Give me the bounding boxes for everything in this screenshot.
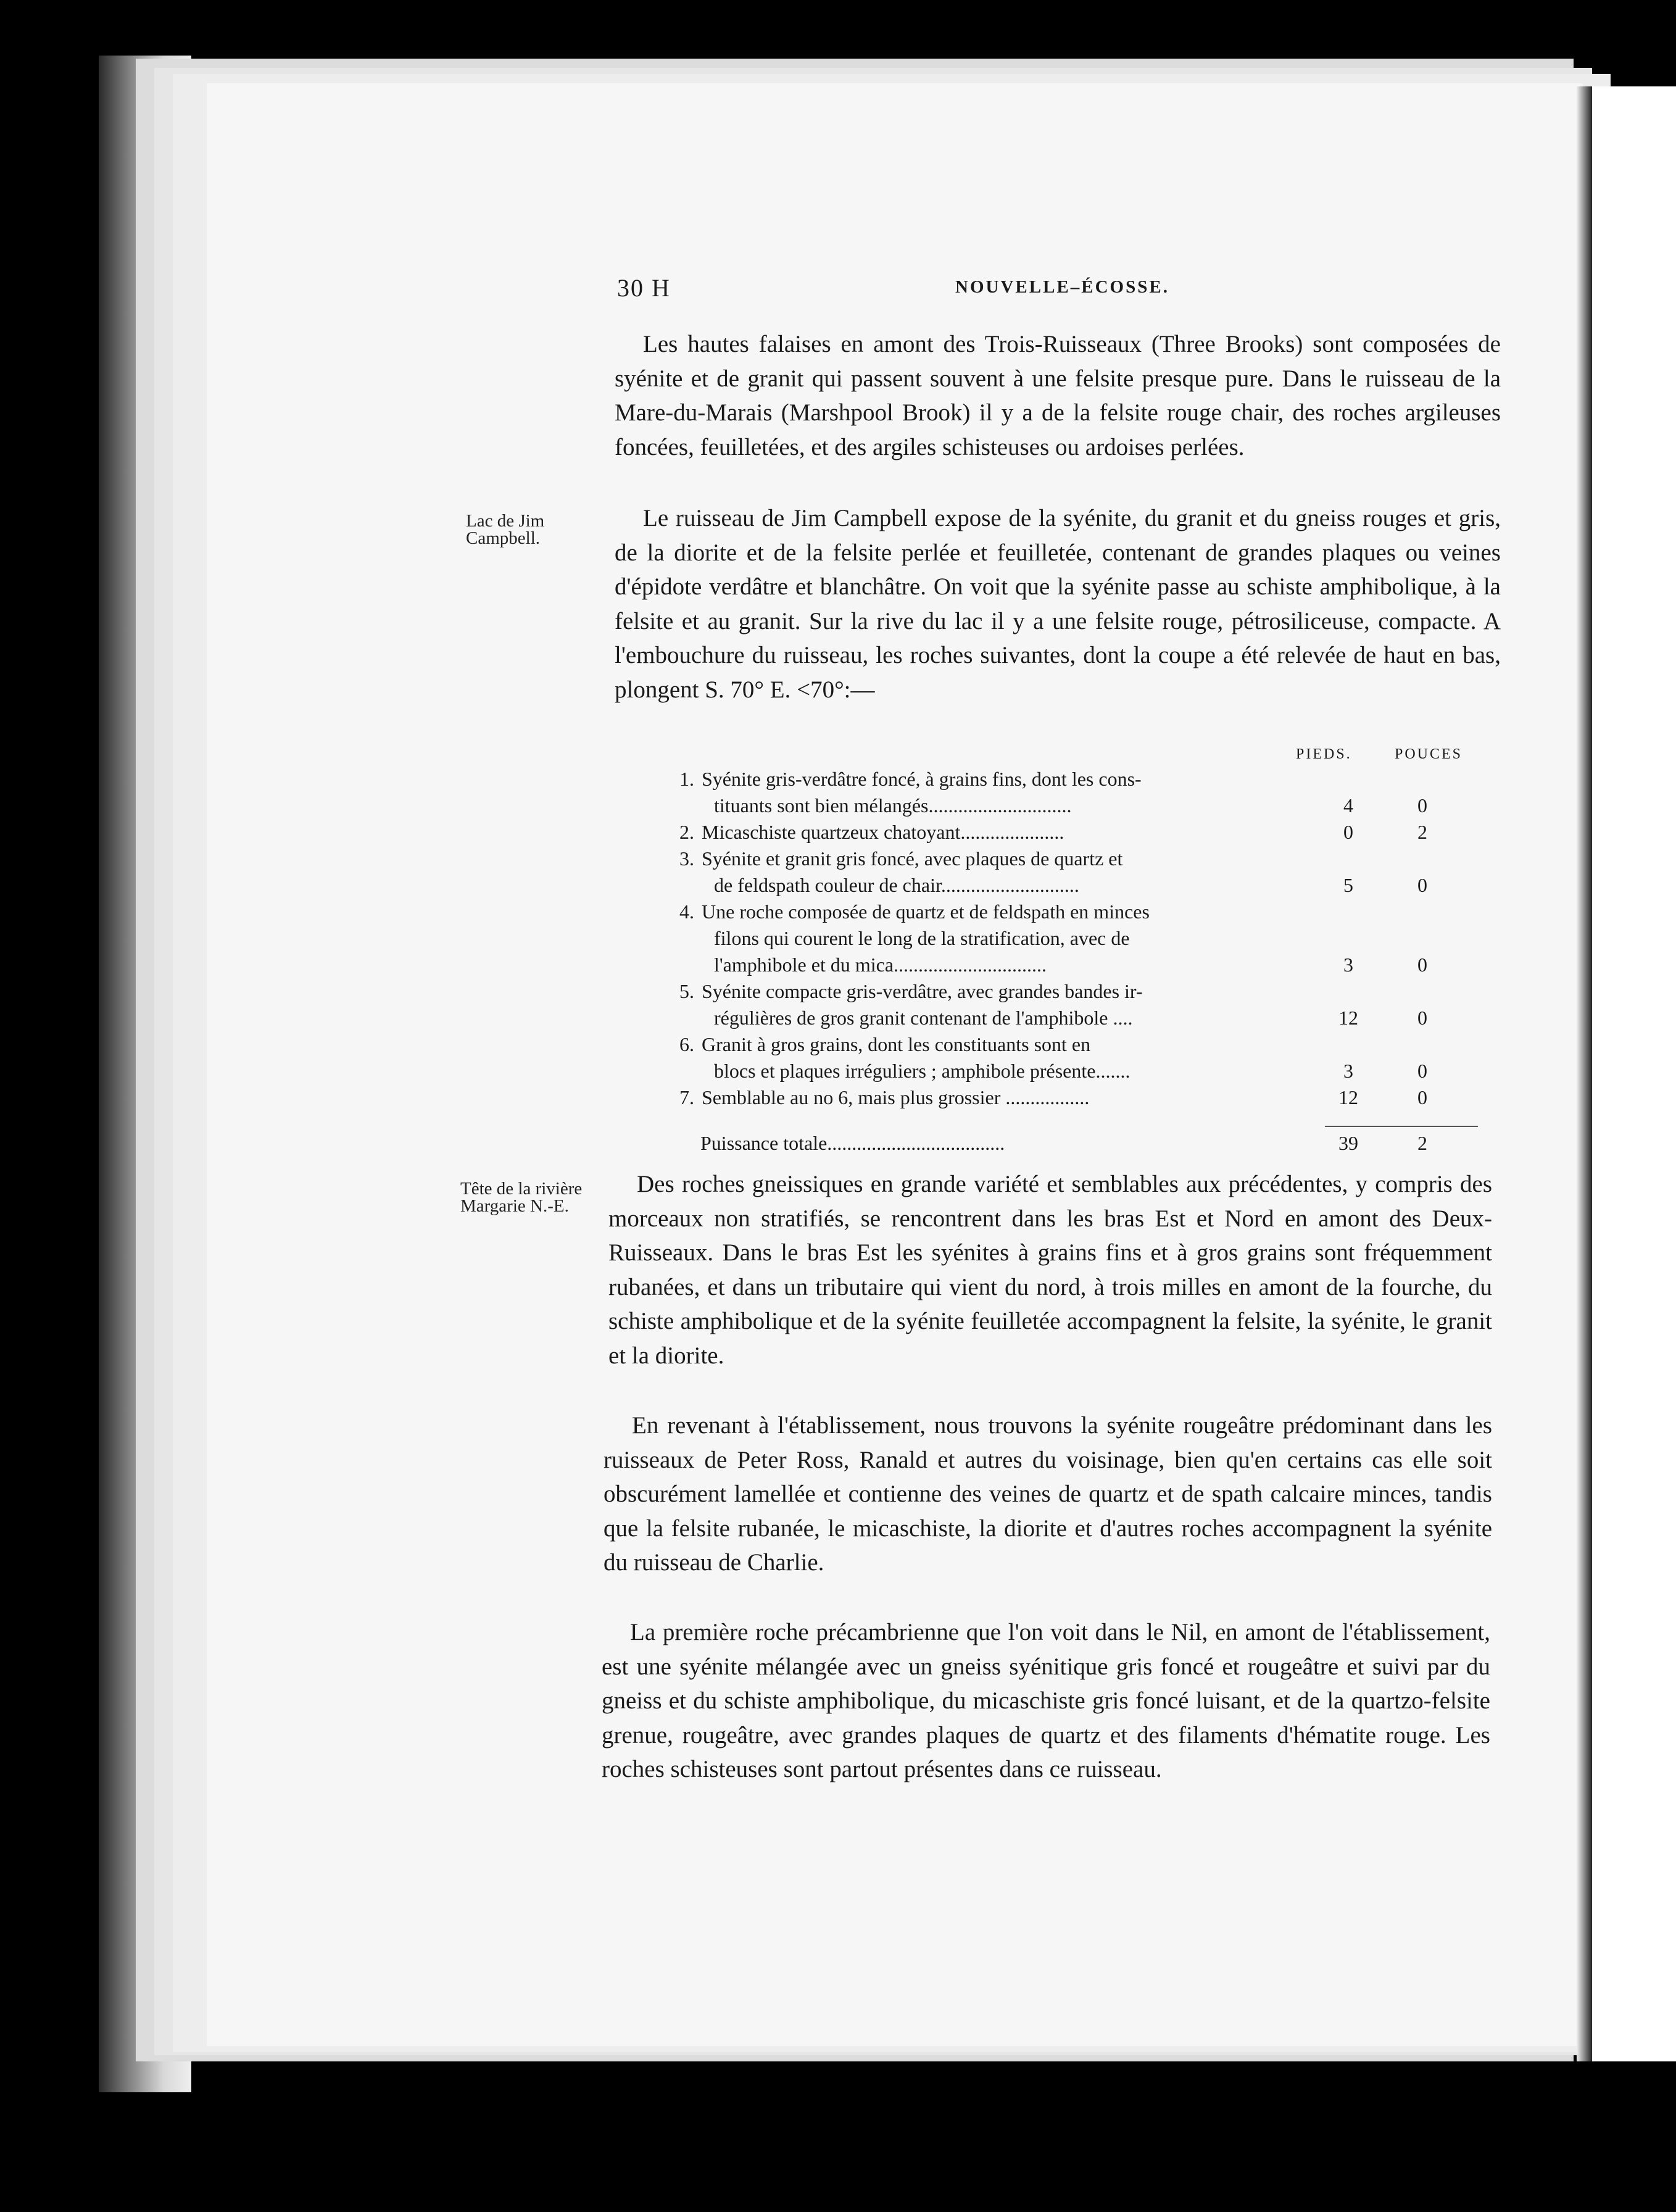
total-label: Puissance totale.................................... [700, 1132, 1005, 1154]
paragraph-text: Des roches gneissiques en grande variété et semblables aux précédentes, y compris des morceaux non stratifiés, se rencontrent dans les bras Est et Nord en amont des Deux-Ruisseaux. Dans le bras Est les syénites à grains fins et à gros grains sont fréquemment rubanées, et dans un tributaire qui vient du nord, à trois milles en amont de la fourche, du schiste amphibolique et de la syénite feuilletée accompagnent la felsite, la syénite, le granit et la diorite. [608, 1171, 1492, 1369]
paragraph-text: La première roche précambrienne que l'on voit dans le Nil, en amont de l'établissement, est une syénite mélangée avec un gneiss syénitique gris foncé et rougeâtre et suivi par du gneiss et du schiste amphibolique, du micaschiste gris foncé luisant, et de la quartzo-felsite grenue, rougeâtre, avec grandes plaques de quartz et des filaments d'hématite rouge. Les roches schisteuses sont partout présentes dans ce ruisseau. [602, 1619, 1490, 1782]
paragraph [602, 1615, 1490, 1787]
column-header-pieds: PIEDS. [1296, 746, 1352, 762]
total-pouces: 2 [1417, 1132, 1427, 1154]
total-rule [1325, 1126, 1478, 1127]
row-line: Semblable au no 6, mais plus grossier ................. [702, 1086, 1090, 1108]
column-header-pouces: POUCES [1395, 746, 1463, 762]
table-column-headers [1296, 741, 1481, 762]
paragraph [615, 327, 1501, 464]
row-line: Micaschiste quartzeux chatoyant..................... [702, 821, 1064, 843]
row-pouces: 0 [1417, 954, 1427, 976]
row-pieds: 12 [1338, 1086, 1358, 1108]
row-description [702, 978, 1357, 1031]
paragraph [608, 1167, 1492, 1373]
row-number: 2. [679, 821, 694, 843]
paragraph [615, 501, 1501, 707]
row-pouces: 0 [1417, 874, 1427, 896]
row-pouces: 0 [1417, 1060, 1427, 1082]
row-pieds: 5 [1343, 874, 1353, 896]
row-number: 4. [679, 900, 694, 923]
row-pieds: 3 [1343, 1060, 1353, 1082]
row-description [702, 899, 1357, 978]
row-line: de feldspath couleur de chair............................ [714, 874, 1079, 896]
row-line: tituants sont bien mélangés............................. [714, 794, 1072, 817]
paragraph-text: Les hautes falaises en amont des Trois-Ruisseaux (Three Brooks) sont composées de syénite et de granit qui passent souvent à une felsite presque pure. Dans le ruisseau de la Mare-du-Marais (Marshpool Brook) il y a de la felsite rouge chair, des roches argileuses foncées, feuilletées, et des argiles schisteuses ou ardoises perlées. [615, 331, 1501, 460]
paragraph-text: En revenant à l'établissement, nous trouvons la syénite rougeâtre prédominant dans les ruisseaux de Peter Ross, Ranald et autres du voisinage, bien qu'en certains cas elle soit obscurément lamellée et contienne des veines de quartz et de spath calcaire minces, tandis que la felsite rubanée, le micaschiste, la diorite et d'autres roches accompagnent la syénite du ruisseau de Charlie. [604, 1412, 1492, 1576]
row-description [702, 766, 1357, 819]
margin-note: Lac de Jim Campbell. [466, 511, 545, 548]
row-line: Syénite et granit gris foncé, avec plaques de quartz et [702, 847, 1123, 870]
row-pouces: 0 [1417, 1086, 1427, 1108]
row-pouces: 0 [1417, 1007, 1427, 1029]
row-line: Une roche composée de quartz et de feldspath en minces [702, 900, 1150, 923]
row-line: régulières de gros granit contenant de l'amphibole .... [714, 1007, 1133, 1029]
row-number: 6. [679, 1033, 694, 1055]
row-description [702, 819, 1357, 846]
margin-note: Tête de la rivière Margarie N.-E. [460, 1179, 583, 1216]
row-number: 5. [679, 980, 694, 1002]
page-header-title: NOUVELLE–ÉCOSSE. [955, 277, 1169, 297]
facing-page-strip [1592, 86, 1676, 2061]
row-number: 1. [679, 768, 694, 790]
row-number: 3. [679, 847, 694, 870]
row-pouces: 0 [1417, 794, 1427, 817]
row-pouces: 2 [1417, 821, 1427, 843]
row-pieds: 0 [1343, 821, 1353, 843]
row-pieds: 4 [1343, 794, 1353, 817]
paragraph-text: Le ruisseau de Jim Campbell expose de la syénite, du granit et du gneiss rouges et gris, de la diorite et de la felsite perlée et feuilletée, contenant de grandes plaques ou veines d'épidote verdâtre et blanchâtre. On voit que la syénite passe au schiste amphibolique, à la felsite et au granit. Sur la rive du lac il y a une felsite rouge, pétrosiliceuse, compacte. A l'embouchure du ruisseau, les roches suivantes, dont la coupe a été relevée de haut en bas, plongent S. 70° E. <70°:— [615, 505, 1501, 703]
total-pieds: 39 [1338, 1132, 1358, 1154]
row-line: filons qui courent le long de la stratification, avec de [714, 927, 1130, 949]
row-number: 7. [679, 1086, 694, 1108]
row-description [702, 1031, 1357, 1084]
row-line: Syénite compacte gris-verdâtre, avec grandes bandes ir- [702, 980, 1143, 1002]
row-line: blocs et plaques irréguliers ; amphibole présente....... [714, 1060, 1130, 1082]
row-pieds: 12 [1338, 1007, 1358, 1029]
running-head [617, 273, 1500, 304]
row-line: Syénite gris-verdâtre foncé, à grains fins, dont les cons- [702, 768, 1142, 790]
row-pieds: 3 [1343, 954, 1353, 976]
row-description [702, 846, 1357, 899]
paragraph [604, 1408, 1492, 1580]
row-description [702, 1084, 1357, 1111]
row-line: l'amphibole et du mica............................... [714, 954, 1047, 976]
row-line: Granit à gros grains, dont les constituants sont en [702, 1033, 1091, 1055]
page-number: 30 H [617, 274, 671, 302]
